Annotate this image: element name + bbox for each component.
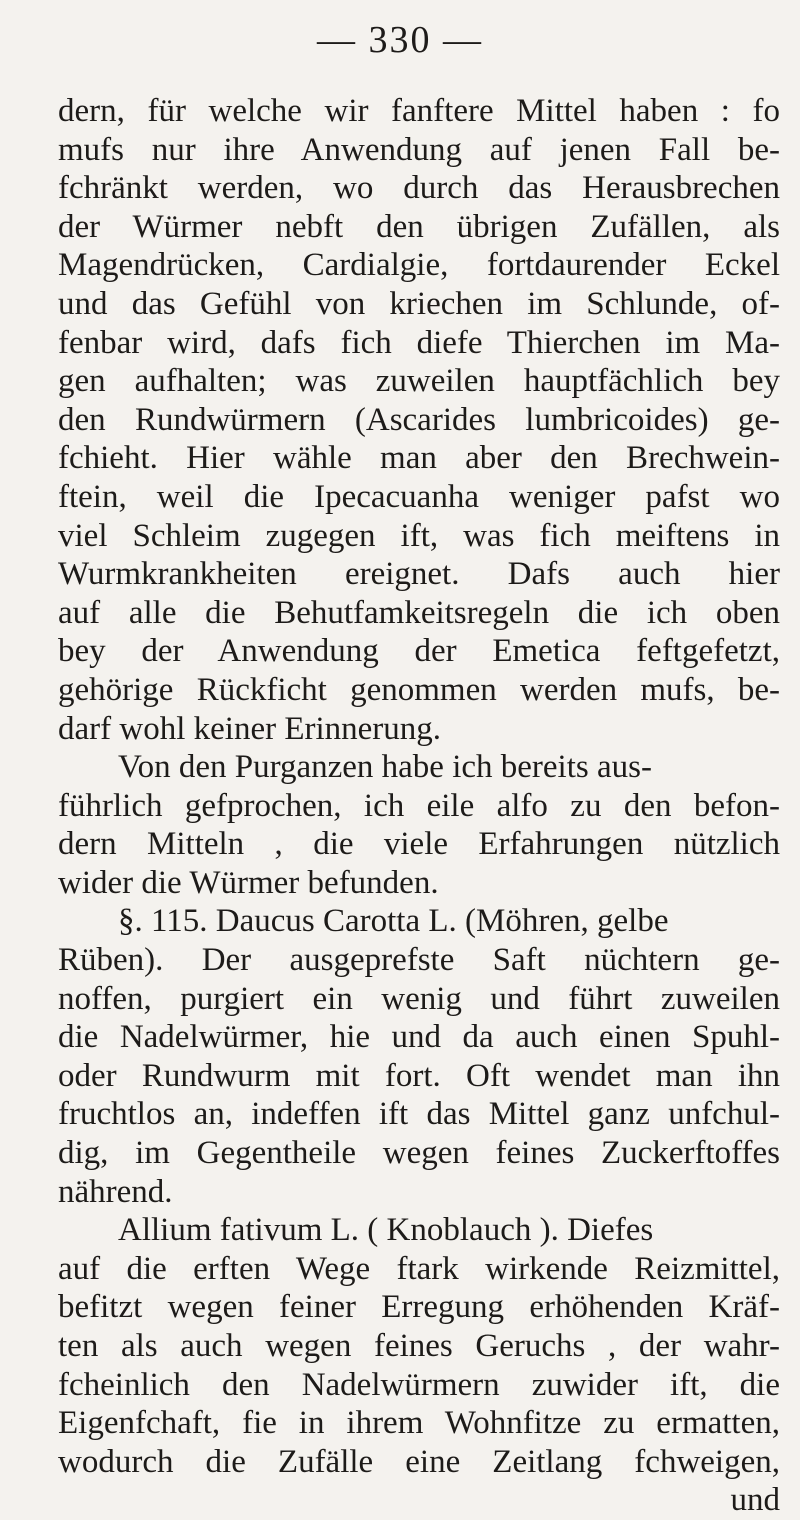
text-line: der Würmer nebft den übrigen Zufällen, als: [58, 208, 780, 245]
text-line: dig, im Gegentheile wegen feines Zuckerftoffes: [58, 1135, 780, 1172]
text-line: Rüben). Der ausgeprefste Saft nüchtern ge-: [58, 942, 780, 979]
text-line: ftein, weil die Ipecacuanha weniger pafst wo: [58, 478, 780, 515]
text-line: wider die Würmer befunden.: [58, 864, 439, 901]
text-line: befitzt wegen feiner Erregung erhöhenden Kräf-: [58, 1289, 780, 1326]
text-line: den Rundwürmern (Ascarides lumbricoides) ge-: [58, 401, 780, 438]
text-line: wodurch die Zufälle eine Zeitlang fchweigen,: [58, 1443, 780, 1480]
text-line: nährend.: [58, 1173, 173, 1210]
text-line: und: [730, 1482, 780, 1519]
text-line: darf wohl keiner Erinnerung.: [58, 710, 442, 747]
text-line: und das Gefühl von kriechen im Schlunde, of-: [58, 285, 780, 322]
text-line: Magendrücken, Cardialgie, fortdaurender Eckel: [58, 247, 780, 284]
text-line: gehörige Rückficht genommen werden mufs, be-: [58, 671, 780, 708]
text-line: Wurmkrankheiten ereignet. Dafs auch hier: [58, 556, 780, 593]
page-number-header: — 330 —: [317, 19, 483, 61]
text-line: Von den Purganzen habe ich bereits aus-: [118, 749, 652, 786]
text-line: mufs nur ihre Anwendung auf jenen Fall be-: [58, 131, 780, 168]
text-line: dern Mitteln , die viele Erfahrungen nützlich: [58, 826, 780, 863]
text-line: ten als auch wegen feines Geruchs , der wahr-: [58, 1328, 780, 1364]
text-line: Allium fativum L. ( Knoblauch ). Diefes: [118, 1212, 654, 1249]
text-line: Eigenfchaft, fie in ihrem Wohnfitze zu ermatten,: [58, 1405, 780, 1442]
text-line: viel Schleim zugegen ift, was fich meiftens in: [58, 517, 780, 554]
text-line: oder Rundwurm mit fort. Oft wendet man ihn: [58, 1057, 780, 1094]
text-line: führlich gefprochen, ich eile alfo zu den befon-: [58, 787, 780, 824]
text-line: §. 115. Daucus Carotta L. (Möhren, gelbe: [118, 903, 669, 940]
text-line: noffen, purgiert ein wenig und führt zuweilen: [58, 980, 780, 1017]
text-line: fcheinlich den Nadelwürmern zuwider ift, die: [58, 1366, 780, 1403]
text-line: die Nadelwürmer, hie und da auch einen Spuhl-: [58, 1019, 780, 1056]
text-line: fchieht. Hier wähle man aber den Brechwein-: [58, 440, 780, 477]
text-line: fchränkt werden, wo durch das Herausbrechen: [58, 170, 780, 207]
text-line: gen aufhalten; was zuweilen hauptfächlich bey: [58, 363, 780, 400]
text-line: fenbar wird, dafs fich diefe Thierchen im Ma-: [58, 324, 780, 361]
body-text: [58, 92, 780, 1520]
text-line: bey der Anwendung der Emetica feftgefetzt,: [58, 633, 780, 670]
text-line: dern, für welche wir fanftere Mittel haben : fo: [58, 93, 780, 129]
text-line: auf die erften Wege ftark wirkende Reizmittel,: [58, 1250, 780, 1287]
text-line: fruchtlos an, indeffen ift das Mittel ganz unfchul-: [58, 1096, 780, 1133]
text-line: auf alle die Behutfamkeitsregeln die ich oben: [58, 594, 780, 631]
